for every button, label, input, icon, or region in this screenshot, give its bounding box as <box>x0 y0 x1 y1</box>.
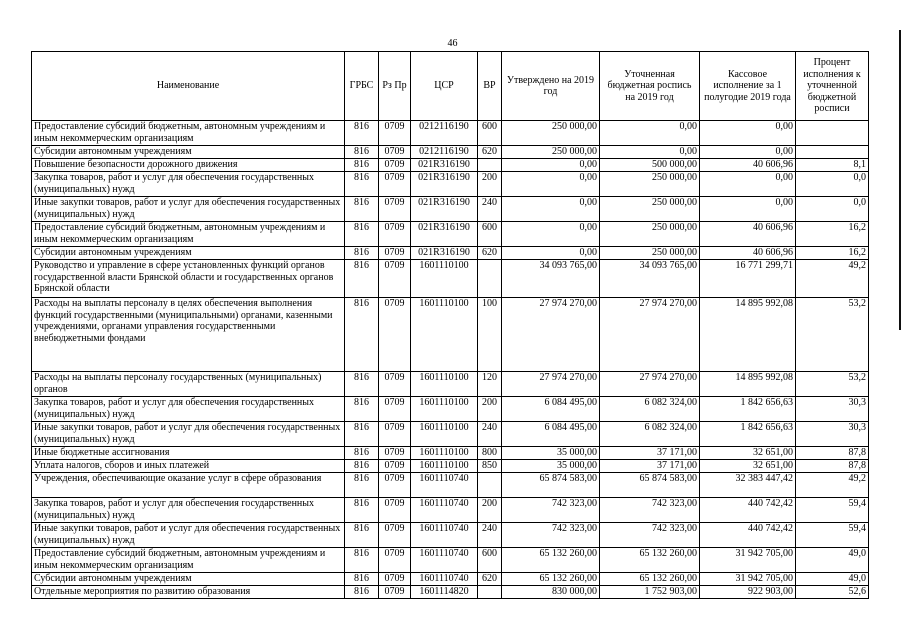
cell-approved: 35 000,00 <box>502 447 600 460</box>
cell-grbs: 816 <box>345 298 379 372</box>
cell-cash: 31 942 705,00 <box>700 573 796 586</box>
cell-grbs: 816 <box>345 260 379 298</box>
table-row <box>32 121 869 146</box>
cell-percent: 16,2 <box>796 222 869 247</box>
cell-approved: 742 323,00 <box>502 523 600 548</box>
cell-vr: 600 <box>478 222 502 247</box>
cell-grbs: 816 <box>345 573 379 586</box>
cell-name: Учреждения, обеспечивающие оказание услуг в сфере образования <box>32 473 345 498</box>
cell-name: Иные закупки товаров, работ и услуг для обеспечения государственных (муниципальных) нужд <box>32 422 345 447</box>
header-percent: Процент исполнения к уточненной бюджетной росписи <box>796 52 869 121</box>
cell-vr: 120 <box>478 372 502 397</box>
cell-cash: 0,00 <box>700 121 796 146</box>
cell-grbs: 816 <box>345 172 379 197</box>
cell-csr: 021R316190 <box>411 247 478 260</box>
table-row <box>32 298 869 372</box>
cell-vr: 850 <box>478 460 502 473</box>
cell-cash: 32 651,00 <box>700 447 796 460</box>
table-header-row <box>32 52 869 121</box>
header-vr: ВР <box>478 52 502 121</box>
cell-vr: 240 <box>478 523 502 548</box>
cell-rzpr: 0709 <box>379 498 411 523</box>
cell-name: Предоставление субсидий бюджетным, автономным учреждениям и иным некоммерческим организациям <box>32 222 345 247</box>
cell-grbs: 816 <box>345 247 379 260</box>
cell-csr: 1601110740 <box>411 498 478 523</box>
cell-percent: 0,0 <box>796 197 869 222</box>
cell-grbs: 816 <box>345 222 379 247</box>
table-row <box>32 372 869 397</box>
cell-vr: 240 <box>478 197 502 222</box>
cell-name: Закупка товаров, работ и услуг для обеспечения государственных (муниципальных) нужд <box>32 397 345 422</box>
cell-cash: 40 606,96 <box>700 222 796 247</box>
cell-refined: 37 171,00 <box>600 447 700 460</box>
table-row <box>32 548 869 573</box>
cell-approved: 830 000,00 <box>502 586 600 599</box>
cell-cash: 31 942 705,00 <box>700 548 796 573</box>
cell-csr: 1601110100 <box>411 298 478 372</box>
cell-csr: 021R316190 <box>411 197 478 222</box>
cell-percent: 49,0 <box>796 573 869 586</box>
cell-rzpr: 0709 <box>379 523 411 548</box>
cell-rzpr: 0709 <box>379 447 411 460</box>
cell-name: Предоставление субсидий бюджетным, автономным учреждениям и иным некоммерческим организациям <box>32 548 345 573</box>
cell-csr: 1601110740 <box>411 548 478 573</box>
cell-approved: 250 000,00 <box>502 121 600 146</box>
cell-cash: 440 742,42 <box>700 523 796 548</box>
cell-name: Руководство и управление в сфере установленных функций органов государственной власти Брянской области и государственных органов Брянской области <box>32 260 345 298</box>
cell-percent: 16,2 <box>796 247 869 260</box>
cell-name: Субсидии автономным учреждениям <box>32 146 345 159</box>
cell-grbs: 816 <box>345 197 379 222</box>
cell-refined: 250 000,00 <box>600 172 700 197</box>
table-row <box>32 159 869 172</box>
cell-csr: 1601110100 <box>411 422 478 447</box>
cell-approved: 250 000,00 <box>502 146 600 159</box>
table-row <box>32 573 869 586</box>
cell-grbs: 816 <box>345 498 379 523</box>
table-row <box>32 473 869 498</box>
cell-grbs: 816 <box>345 473 379 498</box>
cell-percent: 49,2 <box>796 473 869 498</box>
cell-approved: 27 974 270,00 <box>502 298 600 372</box>
cell-approved: 27 974 270,00 <box>502 372 600 397</box>
cell-rzpr: 0709 <box>379 260 411 298</box>
cell-percent: 30,3 <box>796 422 869 447</box>
cell-vr: 620 <box>478 146 502 159</box>
table-row <box>32 222 869 247</box>
cell-refined: 34 093 765,00 <box>600 260 700 298</box>
cell-vr: 620 <box>478 247 502 260</box>
cell-csr: 1601110100 <box>411 397 478 422</box>
cell-percent: 53,2 <box>796 298 869 372</box>
cell-refined: 1 752 903,00 <box>600 586 700 599</box>
cell-refined: 6 082 324,00 <box>600 397 700 422</box>
cell-rzpr: 0709 <box>379 460 411 473</box>
cell-vr: 100 <box>478 298 502 372</box>
cell-cash: 32 651,00 <box>700 460 796 473</box>
cell-percent <box>796 121 869 146</box>
cell-percent: 30,3 <box>796 397 869 422</box>
cell-rzpr: 0709 <box>379 586 411 599</box>
cell-refined: 0,00 <box>600 146 700 159</box>
cell-percent: 8,1 <box>796 159 869 172</box>
table-row <box>32 397 869 422</box>
cell-cash: 32 383 447,42 <box>700 473 796 498</box>
cell-csr: 1601110100 <box>411 447 478 460</box>
cell-name: Закупка товаров, работ и услуг для обеспечения государственных (муниципальных) нужд <box>32 172 345 197</box>
cell-approved: 6 084 495,00 <box>502 397 600 422</box>
cell-grbs: 816 <box>345 523 379 548</box>
cell-refined: 742 323,00 <box>600 523 700 548</box>
cell-percent: 53,2 <box>796 372 869 397</box>
header-csr: ЦСР <box>411 52 478 121</box>
cell-refined: 500 000,00 <box>600 159 700 172</box>
cell-csr: 1601110100 <box>411 460 478 473</box>
cell-refined: 27 974 270,00 <box>600 372 700 397</box>
cell-rzpr: 0709 <box>379 159 411 172</box>
cell-name: Расходы на выплаты персоналу государственных (муниципальных) органов <box>32 372 345 397</box>
cell-cash: 0,00 <box>700 197 796 222</box>
cell-approved: 65 874 583,00 <box>502 473 600 498</box>
cell-refined: 6 082 324,00 <box>600 422 700 447</box>
cell-cash: 1 842 656,63 <box>700 397 796 422</box>
cell-rzpr: 0709 <box>379 146 411 159</box>
cell-percent: 49,0 <box>796 548 869 573</box>
cell-cash: 0,00 <box>700 146 796 159</box>
cell-csr: 1601110740 <box>411 523 478 548</box>
cell-rzpr: 0709 <box>379 397 411 422</box>
cell-vr <box>478 260 502 298</box>
cell-refined: 27 974 270,00 <box>600 298 700 372</box>
cell-percent: 0,0 <box>796 172 869 197</box>
cell-grbs: 816 <box>345 447 379 460</box>
cell-vr <box>478 586 502 599</box>
cell-approved: 65 132 260,00 <box>502 573 600 586</box>
cell-rzpr: 0709 <box>379 121 411 146</box>
cell-refined: 65 874 583,00 <box>600 473 700 498</box>
cell-csr: 1601110100 <box>411 372 478 397</box>
budget-execution-table <box>31 51 869 599</box>
cell-approved: 0,00 <box>502 247 600 260</box>
cell-name: Расходы на выплаты персоналу в целях обеспечения выполнения функций государственными (муниципальными) органами, казенными учреждениями, органами управления государственными внебюджетными фондами <box>32 298 345 372</box>
cell-grbs: 816 <box>345 146 379 159</box>
table-row <box>32 447 869 460</box>
cell-grbs: 816 <box>345 121 379 146</box>
cell-rzpr: 0709 <box>379 298 411 372</box>
cell-approved: 65 132 260,00 <box>502 548 600 573</box>
cell-approved: 742 323,00 <box>502 498 600 523</box>
cell-refined: 250 000,00 <box>600 197 700 222</box>
cell-csr: 021R316190 <box>411 159 478 172</box>
cell-approved: 6 084 495,00 <box>502 422 600 447</box>
cell-refined: 0,00 <box>600 121 700 146</box>
table-row <box>32 523 869 548</box>
cell-rzpr: 0709 <box>379 548 411 573</box>
table-row <box>32 172 869 197</box>
cell-name: Закупка товаров, работ и услуг для обеспечения государственных (муниципальных) нужд <box>32 498 345 523</box>
cell-vr: 240 <box>478 422 502 447</box>
cell-rzpr: 0709 <box>379 372 411 397</box>
header-grbs: ГРБС <box>345 52 379 121</box>
cell-approved: 0,00 <box>502 172 600 197</box>
header-rzpr: Рз Пр <box>379 52 411 121</box>
header-refined: Уточненная бюджетная роспись на 2019 год <box>600 52 700 121</box>
cell-percent: 59,4 <box>796 498 869 523</box>
cell-grbs: 816 <box>345 397 379 422</box>
cell-name: Иные бюджетные ассигнования <box>32 447 345 460</box>
cell-csr: 1601114820 <box>411 586 478 599</box>
cell-grbs: 816 <box>345 159 379 172</box>
cell-vr <box>478 159 502 172</box>
cell-cash: 0,00 <box>700 172 796 197</box>
cell-csr: 0212116190 <box>411 146 478 159</box>
cell-cash: 922 903,00 <box>700 586 796 599</box>
cell-name: Отдельные мероприятия по развитию образования <box>32 586 345 599</box>
page-edge-mark <box>899 30 901 330</box>
cell-vr: 200 <box>478 397 502 422</box>
table-row <box>32 422 869 447</box>
cell-refined: 742 323,00 <box>600 498 700 523</box>
cell-name: Субсидии автономным учреждениям <box>32 247 345 260</box>
header-approved: Утверждено на 2019 год <box>502 52 600 121</box>
table-row <box>32 247 869 260</box>
cell-name: Субсидии автономным учреждениям <box>32 573 345 586</box>
cell-refined: 250 000,00 <box>600 222 700 247</box>
cell-approved: 0,00 <box>502 197 600 222</box>
cell-percent: 59,4 <box>796 523 869 548</box>
table-row <box>32 498 869 523</box>
cell-cash: 16 771 299,71 <box>700 260 796 298</box>
cell-csr: 1601110100 <box>411 260 478 298</box>
cell-grbs: 816 <box>345 372 379 397</box>
header-name: Наименование <box>32 52 345 121</box>
cell-vr: 600 <box>478 121 502 146</box>
cell-rzpr: 0709 <box>379 473 411 498</box>
cell-rzpr: 0709 <box>379 172 411 197</box>
cell-rzpr: 0709 <box>379 247 411 260</box>
cell-vr: 620 <box>478 573 502 586</box>
table-row <box>32 586 869 599</box>
cell-csr: 1601110740 <box>411 473 478 498</box>
cell-vr: 800 <box>478 447 502 460</box>
cell-cash: 40 606,96 <box>700 159 796 172</box>
page-number: 46 <box>447 38 458 49</box>
cell-cash: 440 742,42 <box>700 498 796 523</box>
cell-csr: 1601110740 <box>411 573 478 586</box>
cell-name: Повышение безопасности дорожного движения <box>32 159 345 172</box>
cell-rzpr: 0709 <box>379 573 411 586</box>
cell-approved: 0,00 <box>502 222 600 247</box>
cell-approved: 34 093 765,00 <box>502 260 600 298</box>
table-row <box>32 460 869 473</box>
table-row <box>32 146 869 159</box>
cell-name: Иные закупки товаров, работ и услуг для обеспечения государственных (муниципальных) нужд <box>32 523 345 548</box>
cell-cash: 14 895 992,08 <box>700 298 796 372</box>
cell-grbs: 816 <box>345 586 379 599</box>
cell-percent: 49,2 <box>796 260 869 298</box>
table-row <box>32 260 869 298</box>
cell-approved: 35 000,00 <box>502 460 600 473</box>
table-row <box>32 197 869 222</box>
cell-csr: 021R316190 <box>411 222 478 247</box>
cell-vr <box>478 473 502 498</box>
cell-vr: 200 <box>478 172 502 197</box>
cell-grbs: 816 <box>345 548 379 573</box>
cell-percent <box>796 146 869 159</box>
cell-cash: 1 842 656,63 <box>700 422 796 447</box>
cell-rzpr: 0709 <box>379 422 411 447</box>
cell-percent: 87,8 <box>796 447 869 460</box>
cell-refined: 250 000,00 <box>600 247 700 260</box>
cell-name: Уплата налогов, сборов и иных платежей <box>32 460 345 473</box>
cell-refined: 65 132 260,00 <box>600 548 700 573</box>
cell-vr: 200 <box>478 498 502 523</box>
cell-cash: 14 895 992,08 <box>700 372 796 397</box>
cell-percent: 87,8 <box>796 460 869 473</box>
cell-rzpr: 0709 <box>379 222 411 247</box>
cell-vr: 600 <box>478 548 502 573</box>
cell-csr: 0212116190 <box>411 121 478 146</box>
cell-csr: 021R316190 <box>411 172 478 197</box>
cell-approved: 0,00 <box>502 159 600 172</box>
cell-percent: 52,6 <box>796 586 869 599</box>
header-cash: Кассовое исполнение за 1 полугодие 2019 года <box>700 52 796 121</box>
cell-cash: 40 606,96 <box>700 247 796 260</box>
cell-grbs: 816 <box>345 422 379 447</box>
cell-rzpr: 0709 <box>379 197 411 222</box>
cell-grbs: 816 <box>345 460 379 473</box>
cell-name: Иные закупки товаров, работ и услуг для обеспечения государственных (муниципальных) нужд <box>32 197 345 222</box>
cell-refined: 65 132 260,00 <box>600 573 700 586</box>
cell-refined: 37 171,00 <box>600 460 700 473</box>
cell-name: Предоставление субсидий бюджетным, автономным учреждениям и иным некоммерческим организациям <box>32 121 345 146</box>
